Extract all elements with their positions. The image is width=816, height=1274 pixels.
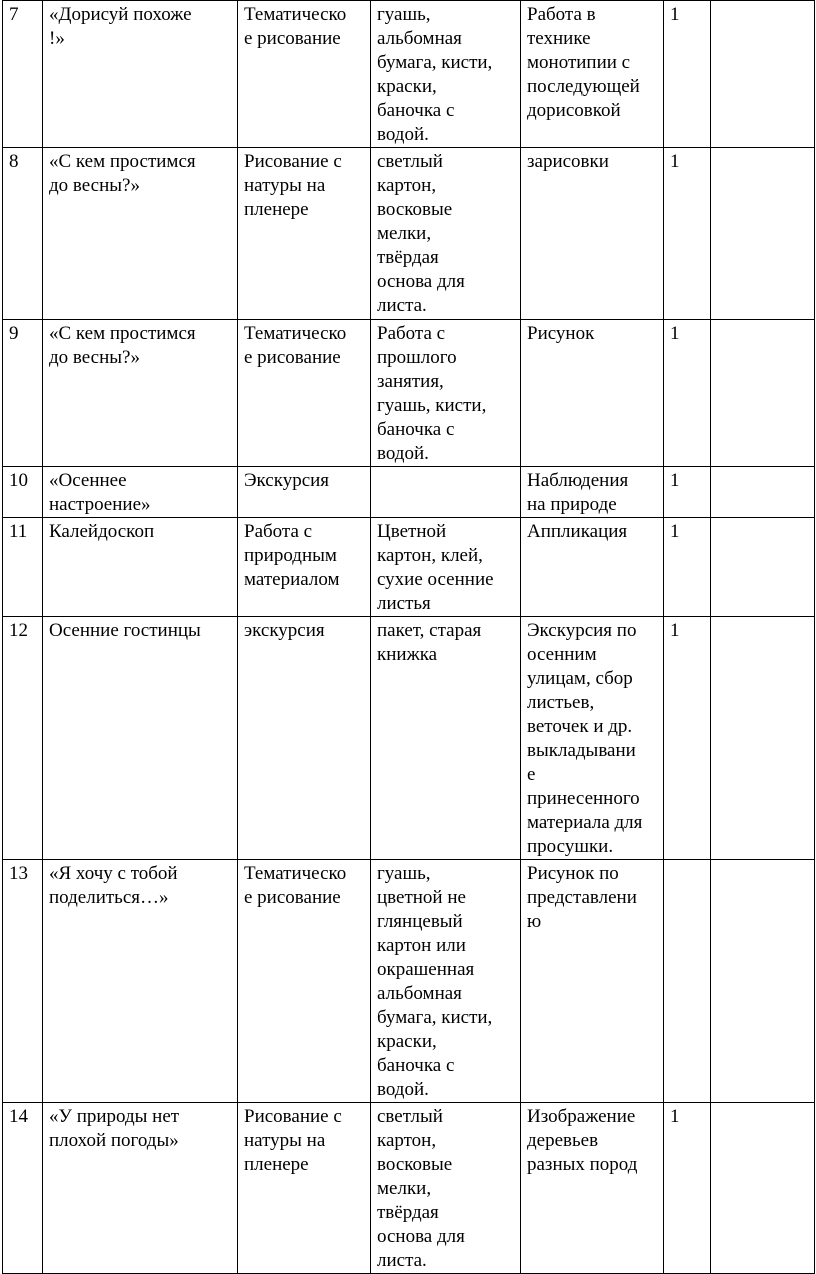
lesson-hours: 1 bbox=[664, 518, 711, 617]
lesson-form: зарисовки bbox=[521, 148, 664, 320]
lesson-note bbox=[711, 1, 815, 148]
lesson-topic: Осенние гостинцы bbox=[43, 617, 238, 860]
lesson-materials bbox=[371, 467, 521, 518]
table-row bbox=[3, 518, 815, 617]
lesson-type: Тематическо е рисование bbox=[238, 320, 371, 467]
table-row bbox=[3, 467, 815, 518]
lesson-note bbox=[711, 320, 815, 467]
lesson-materials: пакет, старая книжка bbox=[371, 617, 521, 860]
lesson-hours bbox=[664, 860, 711, 1103]
lesson-topic: «С кем простимся до весны?» bbox=[43, 148, 238, 320]
lesson-materials: светлый картон, восковые мелки, твёрдая основа для листа. bbox=[371, 1103, 521, 1274]
lesson-number: 10 bbox=[3, 467, 43, 518]
lesson-form: Наблюдения на природе bbox=[521, 467, 664, 518]
table-row bbox=[3, 860, 815, 1103]
lesson-form: Изображение деревьев разных пород bbox=[521, 1103, 664, 1274]
lesson-topic: «Дорисуй похоже !» bbox=[43, 1, 238, 148]
lesson-hours: 1 bbox=[664, 148, 711, 320]
lesson-note bbox=[711, 467, 815, 518]
lesson-type: экскурсия bbox=[238, 617, 371, 860]
lesson-number: 9 bbox=[3, 320, 43, 467]
lesson-type: Тематическо е рисование bbox=[238, 1, 371, 148]
lesson-hours: 1 bbox=[664, 467, 711, 518]
lesson-number: 8 bbox=[3, 148, 43, 320]
table-row bbox=[3, 1, 815, 148]
lesson-note bbox=[711, 148, 815, 320]
lesson-note bbox=[711, 617, 815, 860]
lesson-materials: светлый картон, восковые мелки, твёрдая основа для листа. bbox=[371, 148, 521, 320]
lesson-hours: 1 bbox=[664, 320, 711, 467]
lesson-note bbox=[711, 860, 815, 1103]
lesson-materials: гуашь, альбомная бумага, кисти, краски, баночка с водой. bbox=[371, 1, 521, 148]
lesson-type: Рисование с натуры на пленере bbox=[238, 1103, 371, 1274]
lesson-type: Тематическо е рисование bbox=[238, 860, 371, 1103]
lesson-type: Работа с природным материалом bbox=[238, 518, 371, 617]
lesson-form: Аппликация bbox=[521, 518, 664, 617]
lesson-form: Экскурсия по осенним улицам, сбор листьев, веточек и др. выкладывани е принесенного материала для просушки. bbox=[521, 617, 664, 860]
lesson-type: Экскурсия bbox=[238, 467, 371, 518]
lesson-topic: Калейдоскоп bbox=[43, 518, 238, 617]
lesson-hours: 1 bbox=[664, 1, 711, 148]
lesson-form: Рисунок по представлени ю bbox=[521, 860, 664, 1103]
lesson-hours: 1 bbox=[664, 1103, 711, 1274]
lesson-materials: Работа с прошлого занятия, гуашь, кисти, баночка с водой. bbox=[371, 320, 521, 467]
lesson-note bbox=[711, 518, 815, 617]
table-body bbox=[3, 1, 815, 1274]
lesson-materials: гуашь, цветной не глянцевый картон или окрашенная альбомная бумага, кисти, краски, баночка с водой. bbox=[371, 860, 521, 1103]
table-row bbox=[3, 1103, 815, 1274]
lesson-topic: «У природы нет плохой погоды» bbox=[43, 1103, 238, 1274]
lesson-topic: «Осеннее настроение» bbox=[43, 467, 238, 518]
lesson-note bbox=[711, 1103, 815, 1274]
lesson-plan-table bbox=[2, 0, 815, 1274]
lesson-number: 14 bbox=[3, 1103, 43, 1274]
lesson-number: 12 bbox=[3, 617, 43, 860]
lesson-topic: «Я хочу с тобой поделиться…» bbox=[43, 860, 238, 1103]
lesson-number: 7 bbox=[3, 1, 43, 148]
table-row bbox=[3, 148, 815, 320]
lesson-hours: 1 bbox=[664, 617, 711, 860]
lesson-number: 13 bbox=[3, 860, 43, 1103]
table-row bbox=[3, 617, 815, 860]
lesson-materials: Цветной картон, клей, сухие осенние листья bbox=[371, 518, 521, 617]
lesson-type: Рисование с натуры на пленере bbox=[238, 148, 371, 320]
lesson-number: 11 bbox=[3, 518, 43, 617]
lesson-topic: «С кем простимся до весны?» bbox=[43, 320, 238, 467]
table-row bbox=[3, 320, 815, 467]
lesson-form: Работа в технике монотипии с последующей дорисовкой bbox=[521, 1, 664, 148]
lesson-form: Рисунок bbox=[521, 320, 664, 467]
